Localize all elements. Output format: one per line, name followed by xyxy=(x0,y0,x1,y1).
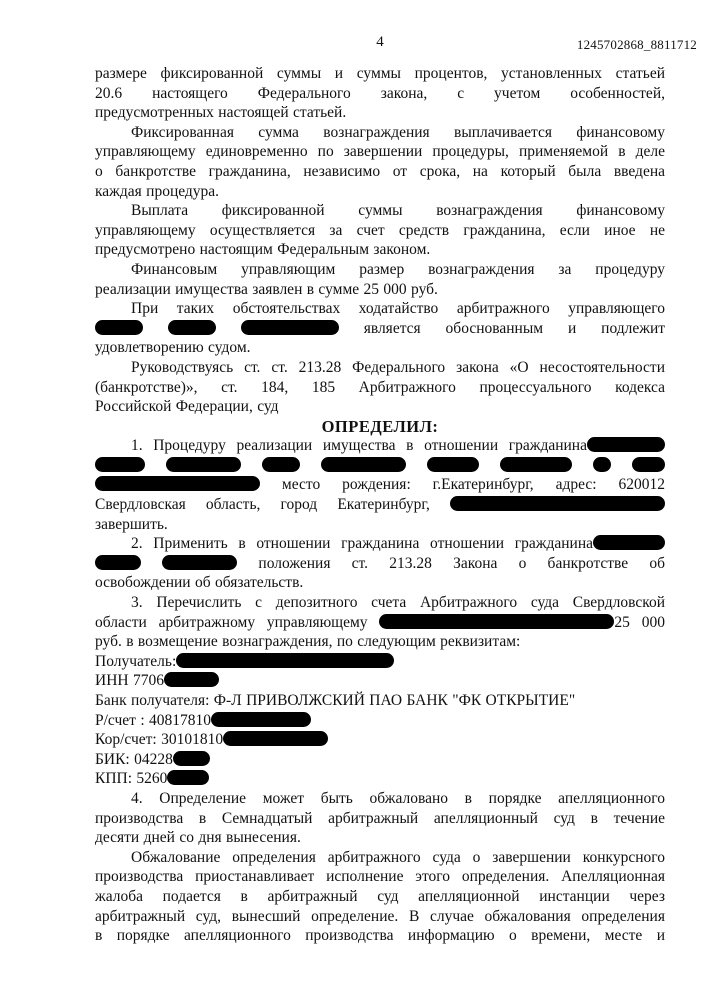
text-line xyxy=(95,632,665,652)
text-run xyxy=(216,320,241,337)
text-run: жалоба подается в арбитражный суд апелляционной инстанции через xyxy=(95,887,665,905)
redaction-bar xyxy=(176,653,394,668)
text-run: завершить. xyxy=(95,515,168,533)
text-line xyxy=(95,201,665,221)
text-run: области арбитражному управляющему xyxy=(95,613,380,631)
text-line xyxy=(95,671,665,691)
redaction-bar xyxy=(211,712,311,727)
text-line xyxy=(95,338,665,358)
text-line xyxy=(95,456,665,476)
text-run: положения ст. 213.28 Закона о банкротстве об xyxy=(237,554,666,572)
text-line xyxy=(95,182,665,202)
text-line xyxy=(95,828,665,848)
text-line xyxy=(95,64,665,84)
text-run xyxy=(143,320,168,337)
redaction-bar xyxy=(593,457,611,472)
text-line xyxy=(95,730,665,750)
text-run: Кор/счет: 30101810 xyxy=(95,731,224,749)
text-run: 1. Процедуру реализации имущества в отношении гражданина xyxy=(131,437,587,455)
redaction-bar xyxy=(162,555,237,570)
document-body xyxy=(95,64,665,946)
text-line xyxy=(95,397,665,417)
redaction-bar xyxy=(95,320,143,335)
text-line xyxy=(95,887,665,907)
text-run: предусмотрено настоящим Федеральным законом. xyxy=(95,241,431,259)
text-run: 20.6 настоящего Федерального закона, с учетом особенностей, xyxy=(95,84,665,102)
text-run: БИК: 04228 xyxy=(95,750,173,768)
text-run: 3. Перечислить с депозитного счета Арбитражного суда Свердловской xyxy=(131,594,665,612)
redaction-bar xyxy=(241,320,339,335)
text-line xyxy=(95,436,665,456)
text-line xyxy=(95,789,665,809)
text-run: размере фиксированной суммы и суммы процентов, установленных статьей xyxy=(95,65,665,82)
text-line xyxy=(95,593,665,613)
redaction-bar xyxy=(166,457,241,472)
redaction-bar xyxy=(379,614,614,629)
text-run: При таких обстоятельствах ходатайство арбитражного управляющего xyxy=(131,300,665,318)
text-line xyxy=(95,221,665,241)
redaction-bar xyxy=(427,457,479,472)
redaction-bar xyxy=(95,555,141,570)
text-run: в порядке апелляционного производства информацию о времени, месте и xyxy=(95,927,665,945)
text-line xyxy=(95,495,665,515)
redaction-bar xyxy=(173,751,210,766)
text-run: руб. в возмещение вознаграждения, по следующим реквизитам: xyxy=(95,633,521,651)
text-line xyxy=(95,142,665,162)
text-run xyxy=(572,457,593,474)
text-line xyxy=(95,475,665,495)
text-run: Руководствуясь ст. ст. 213.28 Федерального закона «О несостоятельности xyxy=(131,358,665,376)
text-line xyxy=(95,103,665,123)
text-run: 4. Определение может быть обжаловано в порядке апелляционного xyxy=(131,789,665,807)
text-line xyxy=(95,280,665,300)
text-run: Финансовым управляющим размер вознаграждения за процедуру xyxy=(131,260,665,278)
text-line xyxy=(95,515,665,535)
text-run: арбитражный суд, вынесший определение. В случае обжалования определения xyxy=(95,907,665,925)
redaction-bar xyxy=(450,496,665,511)
text-run: производства приостанавливает исполнение этого определения. Апелляционная xyxy=(95,868,665,886)
text-run: ИНН 7706 xyxy=(95,672,164,690)
text-run: Российской Федерации, суд xyxy=(95,398,279,416)
text-run xyxy=(241,457,262,474)
text-line xyxy=(95,573,665,593)
text-run: о банкротстве гражданина, независимо от срока, на который была введена xyxy=(95,162,665,180)
text-run xyxy=(479,457,500,474)
text-run: Обжалование определения арбитражного суда о завершении конкурсного xyxy=(131,848,665,866)
text-line xyxy=(95,769,665,789)
redaction-bar xyxy=(587,437,665,452)
text-line xyxy=(95,554,665,574)
text-line xyxy=(95,299,665,319)
redaction-bar xyxy=(500,457,572,472)
text-run: Выплата фиксированной суммы вознаграждения финансовому xyxy=(131,202,665,220)
redaction-bar xyxy=(168,320,216,335)
text-run: является обоснованным и подлежит xyxy=(338,319,666,337)
redaction-bar xyxy=(321,457,406,472)
text-line xyxy=(95,240,665,260)
text-line xyxy=(95,750,665,770)
text-line xyxy=(95,926,665,946)
text-run: удовлетворению судом. xyxy=(95,339,251,357)
document-id: 1245702868_8811712 xyxy=(576,37,697,52)
redaction-bar xyxy=(593,535,665,550)
text-run: (банкротстве)», ст. 184, 185 Арбитражного процессуального кодекса xyxy=(95,378,665,396)
text-run: Свердловская область, город Екатеринбург, xyxy=(95,496,450,514)
redaction-bar xyxy=(262,457,300,472)
text-line xyxy=(95,534,665,554)
text-run: управляющему осуществляется за счет средств гражданина, если иное не xyxy=(95,221,665,239)
text-run: 2. Применить в отношении гражданина отношении гражданина xyxy=(131,535,593,553)
text-line xyxy=(95,652,665,672)
text-run: 25 000 xyxy=(614,613,666,631)
text-line xyxy=(95,613,665,633)
text-run: управляющему единовременно по завершении процедуры, применяемой в деле xyxy=(95,143,665,161)
text-line xyxy=(95,123,665,143)
text-run: реализации имущества заявлен в сумме 25 000 руб. xyxy=(95,280,438,298)
text-line xyxy=(95,260,665,280)
text-line xyxy=(95,84,665,104)
text-run xyxy=(406,457,427,474)
redaction-bar xyxy=(223,731,328,746)
text-run: освобождении об обязательств. xyxy=(95,574,304,592)
page-number: 4 xyxy=(376,34,384,50)
text-run: десяти дней со дня вынесения. xyxy=(95,829,301,847)
text-line xyxy=(95,319,665,339)
text-line xyxy=(95,809,665,829)
redaction-bar xyxy=(95,476,260,491)
text-run: КПП: 5260 xyxy=(95,770,168,788)
text-run: Р/счет : 40817810 xyxy=(95,711,212,729)
redaction-bar xyxy=(632,457,665,472)
text-line xyxy=(95,711,665,731)
text-run: производства в Семнадцатый арбитражный апелляционный суд в течение xyxy=(95,809,665,827)
redaction-bar xyxy=(95,457,145,472)
text-line xyxy=(95,867,665,887)
text-run: Банк получателя: Ф-Л ПРИВОЛЖСКИЙ ПАО БАНК "ФК ОТКРЫТИЕ" xyxy=(95,692,576,709)
text-run xyxy=(611,457,632,474)
text-line xyxy=(95,907,665,927)
text-line xyxy=(95,358,665,378)
text-run: предусмотренных настоящей статьей. xyxy=(95,104,347,122)
redaction-bar xyxy=(164,672,219,687)
text-run xyxy=(145,457,166,474)
redaction-bar xyxy=(167,770,209,785)
text-run: ОПРЕДЕЛИЛ: xyxy=(321,416,439,436)
text-run: каждая процедура. xyxy=(95,182,220,200)
text-run: Получатель: xyxy=(95,652,177,670)
text-line xyxy=(95,691,665,711)
text-line xyxy=(95,378,665,398)
text-line xyxy=(95,848,665,868)
text-run: Фиксированная сумма вознаграждения выплачивается финансовому xyxy=(131,123,665,141)
text-run xyxy=(300,457,321,474)
text-run: место рождения: г.Екатеринбург, адрес: 620012 xyxy=(260,476,665,494)
ruling-heading xyxy=(95,417,665,437)
text-line xyxy=(95,162,665,182)
text-run xyxy=(141,555,162,572)
